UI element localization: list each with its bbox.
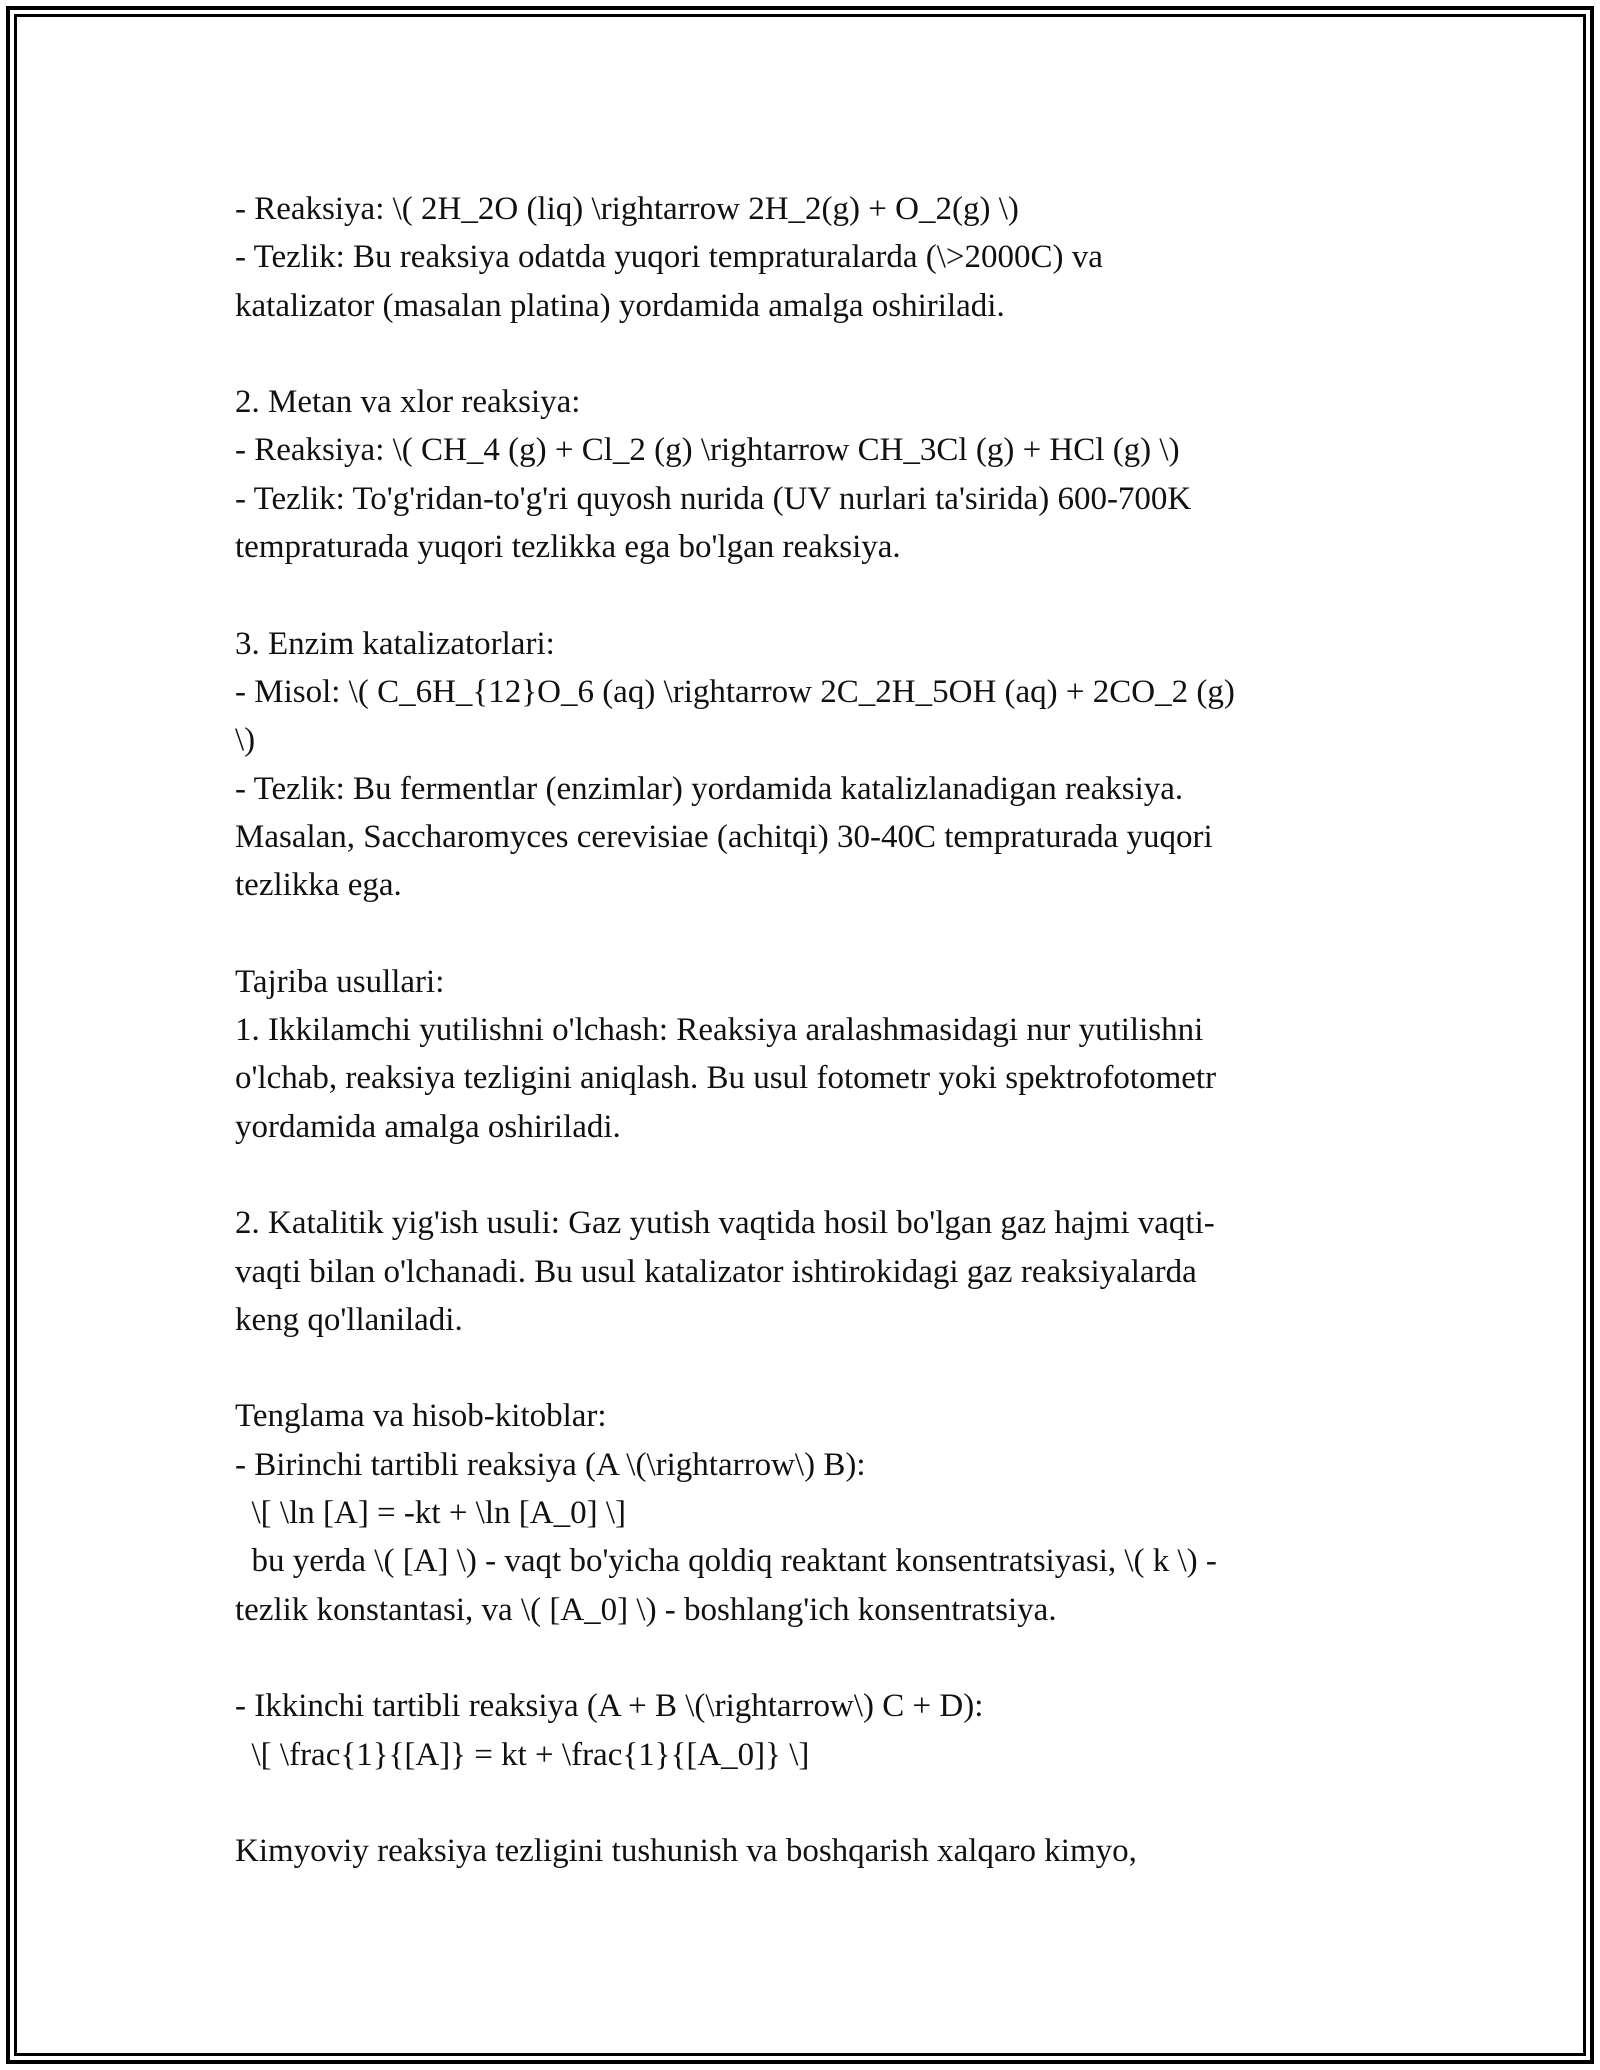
blank-line bbox=[235, 1151, 1365, 1199]
text-line: tezlik konstantasi, va \( [A_0] \) - boshlang'ich konsentratsiya. bbox=[235, 1591, 1057, 1628]
text-line: keng qo'llaniladi. bbox=[235, 1301, 463, 1338]
text-line: - Reaksiya: \( 2H_2O (liq) \rightarrow 2H_2(g) + O_2(g) \) bbox=[235, 191, 1019, 227]
text-line: vaqti bilan o'lchanadi. Bu usul katalizator ishtirokidagi gaz reaksiyalarda bbox=[235, 1253, 1197, 1290]
section-heading: Tajriba usullari: bbox=[235, 963, 445, 1000]
text-line: katalizator (masalan platina) yordamida amalga oshiriladi. bbox=[235, 287, 1005, 324]
text-line: \) bbox=[235, 722, 256, 759]
text-line: - Tezlik: Bu fermentlar (enzimlar) yordamida katalizlanadigan reaksiya. bbox=[235, 770, 1184, 807]
text-line: 1. Ikkilamchi yutilishni o'lchash: Reaksiya aralashmasidagi nur yutilishni bbox=[235, 1012, 1204, 1049]
equation-line: \[ \frac{1}{[A]} = kt + \frac{1}{[A_0]} \] bbox=[235, 1736, 810, 1773]
blank-line bbox=[235, 571, 1365, 619]
section-heading: Tenglama va hisob-kitoblar: bbox=[235, 1398, 607, 1435]
text-line: yordamida amalga oshiriladi. bbox=[235, 1108, 621, 1145]
text-line: - Tezlik: To'g'ridan-to'g'ri quyosh nurida (UV nurlari ta'sirida) 600-700K bbox=[235, 480, 1192, 517]
text-line: tempraturada yuqori tezlikka ega bo'lgan reaksiya. bbox=[235, 529, 901, 566]
text-line: - Ikkinchi tartibli reaksiya (A + B \(\rightarrow\) C + D): bbox=[235, 1688, 984, 1725]
blank-line bbox=[235, 330, 1365, 378]
equation-line: \[ \ln [A] = -kt + \ln [A_0] \] bbox=[235, 1495, 626, 1532]
text-line: - Misol: \( C_6H_{12}O_6 (aq) \rightarrow 2C_2H_5OH (aq) + 2CO_2 (g) bbox=[235, 673, 1235, 710]
section-heading: 2. Metan va xlor reaksiya: bbox=[235, 384, 581, 421]
text-line: 2. Katalitik yig'ish usuli: Gaz yutish vaqtida hosil bo'lgan gaz hajmi vaqti- bbox=[235, 1205, 1215, 1242]
blank-line bbox=[235, 1344, 1365, 1392]
text-line: tezlikka ega. bbox=[235, 867, 402, 904]
blank-line bbox=[235, 1634, 1365, 1682]
text-line: Masalan, Saccharomyces cerevisiae (achitqi) 30-40C tempraturada yuqori bbox=[235, 818, 1213, 855]
text-line: o'lchab, reaksiya tezligini aniqlash. Bu usul fotometr yoki spektrofotometr bbox=[235, 1060, 1217, 1097]
blank-line bbox=[235, 1779, 1365, 1827]
section-heading: 3. Enzim katalizatorlari: bbox=[235, 625, 555, 662]
text-line: - Birinchi tartibli reaksiya (A \(\rightarrow\) B): bbox=[235, 1446, 866, 1483]
document-body bbox=[235, 185, 1365, 1875]
text-line: - Reaksiya: \( CH_4 (g) + Cl_2 (g) \rightarrow CH_3Cl (g) + HCl (g) \) bbox=[235, 432, 1180, 469]
text-line: - Tezlik: Bu reaksiya odatda yuqori tempraturalarda (\>2000C) va bbox=[235, 239, 1103, 276]
text-line: Kimyoviy reaksiya tezligini tushunish va boshqarish xalqaro kimyo, bbox=[235, 1833, 1137, 1870]
blank-line bbox=[235, 909, 1365, 957]
text-line: bu yerda \( [A] \) - vaqt bo'yicha qoldiq reaktant konsentratsiyasi, \( k \) - bbox=[235, 1543, 1217, 1580]
